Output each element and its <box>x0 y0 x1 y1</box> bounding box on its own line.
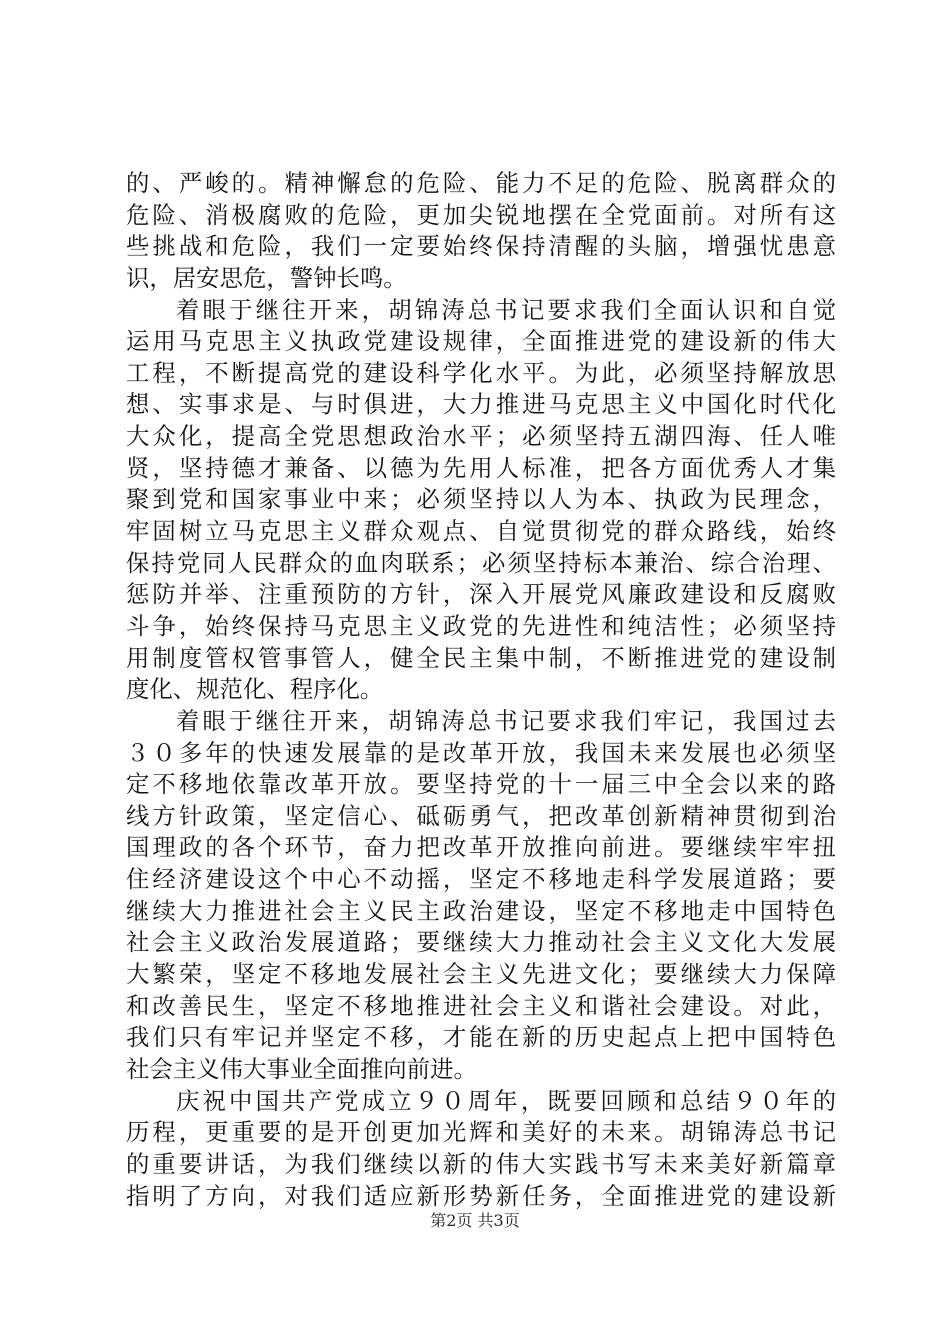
text-line: 识，居安思危，警钟长鸣。 <box>126 263 407 292</box>
text-line: 危险、消极腐败的危险，更加尖锐地摆在全党面前。对所有这 <box>126 200 836 229</box>
text-line: 住经济建设这个中心不动摇，坚定不移地走科学发展道路；要 <box>126 865 836 894</box>
text-line: 大繁荣，坚定不移地发展社会主义先进文化；要继续大力保障 <box>126 960 836 989</box>
text-line: 惩防并举、注重预防的方针，深入开展党风廉政建设和反腐败 <box>126 580 836 609</box>
text-line: 度化、规范化、程序化。 <box>126 675 384 704</box>
text-line: 历程，更重要的是开创更加光辉和美好的未来。胡锦涛总书记 <box>126 1118 836 1147</box>
text-line: 庆祝中国共产党成立９０周年，既要回顾和总结９０年的 <box>176 1086 836 1115</box>
text-line: 牢固树立马克思主义群众观点、自觉贯彻党的群众路线，始终 <box>126 517 836 546</box>
text-line: 我们只有牢记并坚定不移，才能在新的历史起点上把中国特色 <box>126 1023 836 1052</box>
text-line: 指明了方向，对我们适应新形势新任务，全面推进党的建设新 <box>126 1181 836 1210</box>
page-footer: 第2页 共3页 <box>430 1211 520 1230</box>
text-line: 些挑战和危险，我们一定要始终保持清醒的头脑，增强忧患意 <box>126 232 836 261</box>
text-line: 和改善民生，坚定不移地推进社会主义和谐社会建设。对此， <box>126 991 836 1020</box>
text-line: 的重要讲话，为我们继续以新的伟大实践书写未来美好新篇章 <box>126 1149 836 1178</box>
text-line: 大众化，提高全党思想政治水平；必须坚持五湖四海、任人唯 <box>126 422 836 451</box>
text-line: 工程，不断提高党的建设科学化水平。为此，必须坚持解放思 <box>126 358 836 387</box>
text-line: 贤，坚持德才兼备、以德为先用人标准，把各方面优秀人才集 <box>126 453 836 482</box>
text-line: 国理政的各个环节，奋力把改革开放推向前进。要继续牢牢扭 <box>126 833 836 862</box>
text-line: 社会主义伟大事业全面推向前进。 <box>126 1054 477 1083</box>
text-line: 斗争，始终保持马克思主义政党的先进性和纯洁性；必须坚持 <box>126 611 836 640</box>
text-line: 想、实事求是、与时俱进，大力推进马克思主义中国化时代化 <box>126 390 836 419</box>
body-text <box>126 168 836 1212</box>
text-line: 继续大力推进社会主义民主政治建设，坚定不移地走中国特色 <box>126 896 836 925</box>
text-line: 定不移地依靠改革开放。要坚持党的十一届三中全会以来的路 <box>126 770 836 799</box>
text-line: 保持党同人民群众的血肉联系；必须坚持标本兼治、综合治理、 <box>126 548 836 577</box>
text-line: 线方针政策，坚定信心、砥砺勇气，把改革创新精神贯彻到治 <box>126 801 836 830</box>
text-line: 用制度管权管事管人，健全民主集中制，不断推进党的建设制 <box>126 643 836 672</box>
text-line: 聚到党和国家事业中来；必须坚持以人为本、执政为民理念， <box>126 485 836 514</box>
text-line: 着眼于继往开来，胡锦涛总书记要求我们全面认识和自觉 <box>176 295 836 324</box>
text-line: ３０多年的快速发展靠的是改革开放，我国未来发展也必须坚 <box>126 738 836 767</box>
text-line: 着眼于继往开来，胡锦涛总书记要求我们牢记，我国过去 <box>176 706 836 735</box>
text-line: 社会主义政治发展道路；要继续大力推动社会主义文化大发展 <box>126 928 836 957</box>
text-line: 的、严峻的。精神懈怠的危险、能力不足的危险、脱离群众的 <box>126 169 836 197</box>
text-line: 运用马克思主义执政党建设规律，全面推进党的建设新的伟大 <box>126 327 836 356</box>
